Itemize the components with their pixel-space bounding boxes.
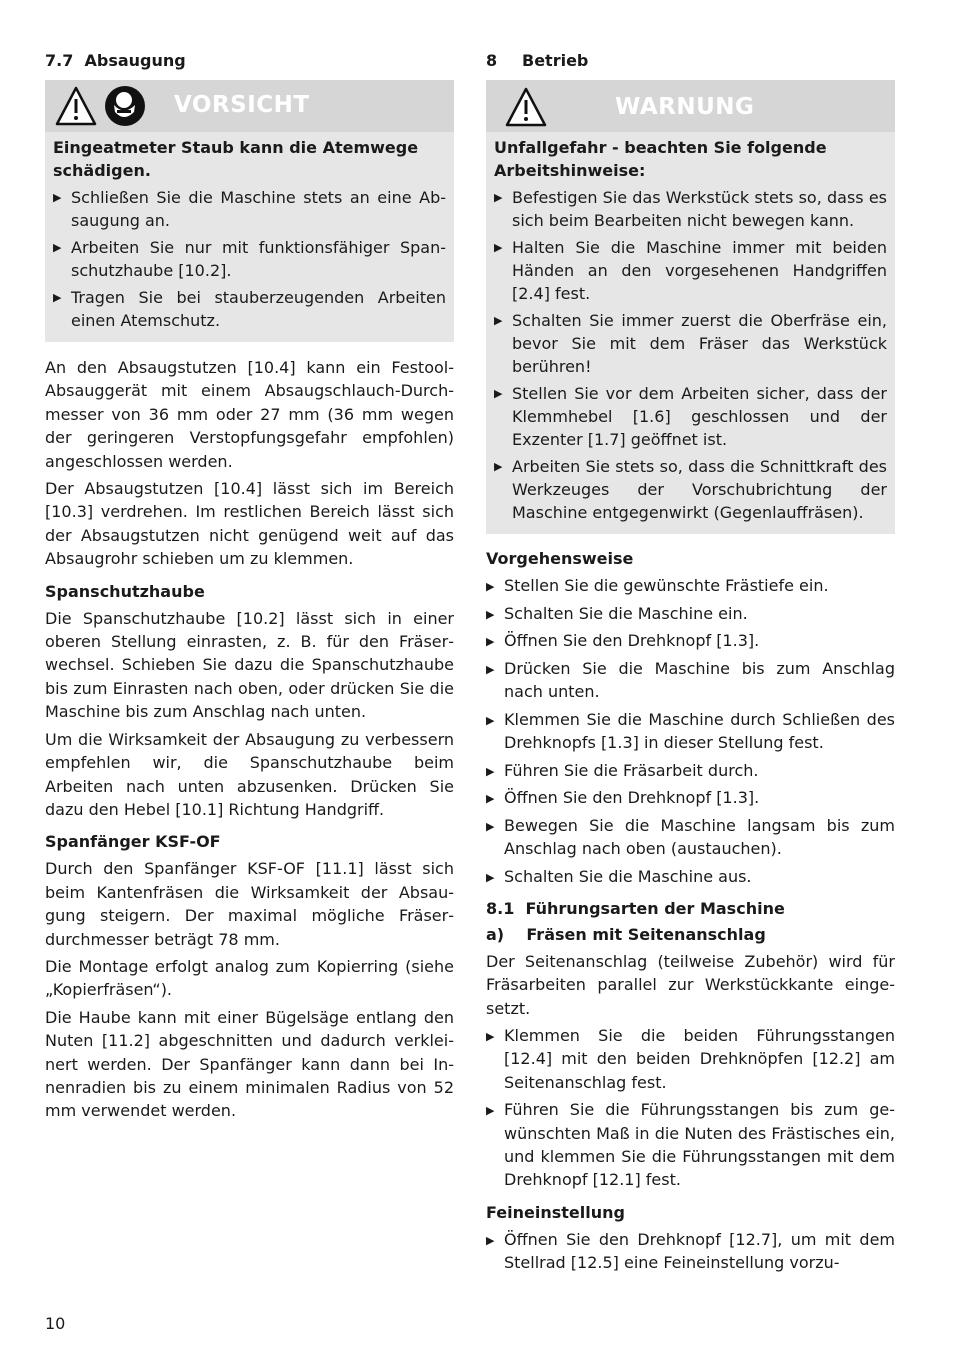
step-item: ▶ Drücken Sie die Maschine bis zum Anschlag nach unten. xyxy=(486,657,895,704)
step-item: ▶ Schalten Sie die Maschine ein. xyxy=(486,602,895,625)
warning-header xyxy=(486,80,895,132)
step-item: ▶ Öffnen Sie den Drehknopf [12.7], um mit dem Stellrad [12.5] eine Feineinstellung vorzu- xyxy=(486,1228,895,1275)
step-item: ▶ Schalten Sie die Maschine aus. xyxy=(486,865,895,888)
subheading-spanfaenger: Spanfänger KSF-OF xyxy=(45,832,221,852)
step-item: ▶ Stellen Sie die gewünschte Frästiefe ein. xyxy=(486,574,895,597)
subheading-spanschutzhaube: Spanschutzhaube xyxy=(45,581,205,601)
section-title: Betrieb xyxy=(522,51,589,70)
subheading-8-1: 8.1 Führungsarten der Maschine xyxy=(486,898,785,918)
warning-item: ▶ Befestigen Sie das Werkstück stets so, dass es sich beim Bearbeiten nicht bewegen kann. xyxy=(494,186,887,232)
procedure-steps xyxy=(486,574,895,888)
paragraph: Der Seitenanschlag (teilweise Zubehör) wird für Fräsarbeiten parallel zur Werkstückkante eingesetzt. xyxy=(486,951,895,1018)
section-heading-8 xyxy=(486,50,895,72)
caution-box xyxy=(45,80,454,342)
caution-lead: Eingeatmeter Staub kann die Atemwege schädigen. xyxy=(53,138,419,180)
page-number: 10 xyxy=(45,1314,66,1333)
warning-body xyxy=(486,132,895,534)
steps-feineinstellung xyxy=(486,1228,895,1275)
paragraph: Durch den Spanfänger KSF-OF [11.1] lässt sich beim Kantenfräsen die Wirksamkeit der Absaugung steigern. Der maximal mögliche Fräserdurchmesser beträgt 78 mm. xyxy=(45,859,454,949)
warning-item: ▶ Stellen Sie vor dem Arbeiten sicher, dass der Klemmhebel [1.6] geschlossen und der Exzenter [1.7] geöffnet ist. xyxy=(494,382,887,451)
warning-title: WARNUNG xyxy=(615,94,755,120)
warning-triangle-icon xyxy=(504,86,548,128)
warning-item: ▶ Arbeiten Sie stets so, dass die Schnittkraft des Werkzeuges der Vorschubrichtung der Maschine entgegenwirkt (Gegenlauffräsen). xyxy=(494,455,887,524)
left-column xyxy=(45,50,454,1127)
warning-list xyxy=(494,186,887,524)
paragraph: An den Absaugstutzen [10.4] kann ein Festool-Absauggerät mit einem Absaugschlauch-Durchmesser von 36 mm oder 27 mm (36 mm wegen der geringeren Verstopfungsgefahr empfohlen) angeschlossen werden. xyxy=(45,358,454,471)
paragraph: Die Haube kann mit einer Bügelsäge entlang den Nuten [11.2] abgeschnitten und dadurch verkleinert werden. Der Spanfänger kann dann bei Innenradien bis zu einem minimalen Radius von 52 mm verwendet werden. xyxy=(45,1007,454,1121)
step-item: ▶ Klemmen Sie die beiden Führungsstangen [12.4] mit den beiden Drehknöpfen [12.2] am Seitenanschlag fest. xyxy=(486,1024,895,1094)
step-item: ▶ Öffnen Sie den Drehknopf [1.3]. xyxy=(486,786,895,809)
steps-seitenanschlag xyxy=(486,1024,895,1191)
caution-body xyxy=(45,132,454,342)
paragraph: Um die Wirksamkeit der Absaugung zu verbessern empfehlen wir, die Spanschutzhaube beim Arbeiten nach unten abzusenken. Drücken Sie dazu den Hebel [10.1] Richtung Handgriff. xyxy=(45,729,454,819)
caution-item: ▶ Schließen Sie die Maschine stets an eine Absaugung an. xyxy=(53,186,446,232)
section-heading-7-7 xyxy=(45,50,454,72)
step-item: ▶ Bewegen Sie die Maschine langsam bis zum Anschlag nach oben (austauchen). xyxy=(486,814,895,861)
warning-box xyxy=(486,80,895,534)
section-title: Absaugung xyxy=(84,51,186,70)
respirator-mask-icon xyxy=(103,84,147,128)
paragraph: Die Montage erfolgt analog zum Kopierring (siehe „Kopierfräsen“). xyxy=(45,956,454,1000)
paragraph: Der Absaugstutzen [10.4] lässt sich im Bereich [10.3] verdrehen. Im restlichen Bereich lässt sich der Absaugstutzen nicht genügend weit auf das Absaugrohr schieben um zu klemmen. xyxy=(45,479,454,569)
step-item: ▶ Führen Sie die Fräsarbeit durch. xyxy=(486,759,895,782)
step-item: ▶ Klemmen Sie die Maschine durch Schließen des Drehknopfs [1.3] in dieser Stellung fest. xyxy=(486,708,895,755)
caution-list xyxy=(53,186,446,332)
caution-item: ▶ Arbeiten Sie nur mit funktionsfähiger Spanschutzhaube [10.2]. xyxy=(53,236,446,282)
right-column xyxy=(486,50,895,1278)
subheading-8-1-a: a) Fräsen mit Seitenanschlag xyxy=(486,924,766,944)
caution-title: VORSICHT xyxy=(174,92,310,118)
paragraph: Die Spanschutzhaube [10.2] lässt sich in einer oberen Stellung einrasten, z. B. für den Fräserwechsel. Schieben Sie dazu die Spanschutzhaube bis zum Einrasten nach oben, oder drücken Sie die Maschine bis zum Anschlag nach unten. xyxy=(45,608,454,722)
subheading-feineinstellung: Feineinstellung xyxy=(486,1202,625,1222)
section-number: 8 xyxy=(486,51,498,70)
step-item: ▶ Führen Sie die Führungsstangen bis zum gewünschten Maß in die Nuten des Frästisches ein, und klemmen Sie die Führungsstangen mit dem Drehknopf [12.1] fest. xyxy=(486,1098,895,1191)
caution-item: ▶ Tragen Sie bei stauberzeugenden Arbeiten einen Atemschutz. xyxy=(53,286,446,332)
section-number: 7.7 xyxy=(45,51,74,70)
warning-lead: Unfallgefahr - beachten Sie folgende Arbeitshinweise: xyxy=(494,138,827,180)
warning-item: ▶ Schalten Sie immer zuerst die Oberfräse ein, bevor Sie mit dem Fräser das Werkstück berühren! xyxy=(494,309,887,378)
warning-triangle-icon xyxy=(54,85,98,127)
step-item: ▶ Öffnen Sie den Drehknopf [1.3]. xyxy=(486,629,895,652)
subheading-vorgehensweise: Vorgehensweise xyxy=(486,549,634,568)
warning-item: ▶ Halten Sie die Maschine immer mit beiden Händen an den vorgesehenen Handgriffen [2.4] fest. xyxy=(494,236,887,305)
caution-header xyxy=(45,80,454,132)
